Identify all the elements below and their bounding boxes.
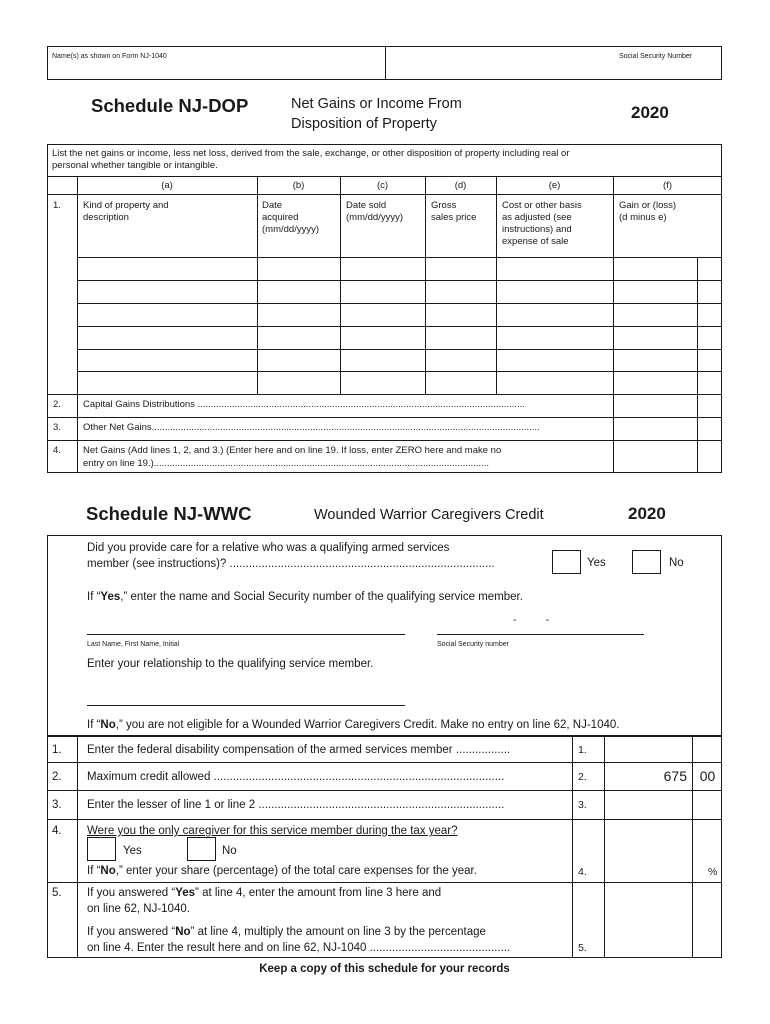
if-no-instruction: [87, 718, 619, 732]
col-d-header-line: Gross: [431, 200, 457, 211]
col-b-header: [262, 200, 319, 236]
line5-no-instruction-cont: on line 4. Enter the result here and on line 62, NJ-1040 ............................................: [87, 942, 511, 954]
wwc-year: 2020: [628, 504, 666, 523]
col-b-header-line: Date: [262, 200, 283, 211]
dop-year: 2020: [631, 103, 669, 122]
dop-line3-number: 3.: [53, 422, 61, 433]
wwc-line4-number: 4.: [52, 825, 62, 837]
wwc-line2-label: Maximum credit allowed ...........................................................................................: [87, 771, 505, 783]
name-field[interactable]: [48, 62, 384, 79]
wwc-line2-number: 2.: [52, 771, 62, 783]
dop-rule: [47, 176, 722, 177]
only-caregiver-no-label: No: [222, 845, 237, 857]
line5-no-instruction: [87, 925, 486, 939]
net-gains-field[interactable]: [614, 441, 697, 472]
credit-amount-field[interactable]: [605, 883, 721, 957]
wwc-line1-number: 1.: [52, 744, 62, 756]
wwc-line1-label: Enter the federal disability compensation of the armed services member .................: [87, 744, 511, 756]
text-run: ,” enter the name and Social Security number of the qualifying service member.: [120, 591, 523, 603]
text-run-bold: No: [175, 926, 191, 938]
text-run-bold: No: [100, 865, 116, 877]
col-f-header-line: Gain or (loss): [619, 200, 677, 211]
dop-line4-label-cont: entry on line 19.)...............................................................................................................................: [83, 458, 489, 469]
text-run: If you answered “: [87, 926, 176, 938]
share-percentage-instruction: [87, 864, 477, 878]
property-entry-row[interactable]: [78, 304, 697, 326]
ssn-field-label: Social Security Number: [619, 53, 693, 60]
dop-cents-rule: [697, 257, 698, 473]
relationship-field[interactable]: [87, 685, 405, 705]
col-c-header-line: (mm/dd/yyyy): [346, 212, 403, 223]
text-run: If “: [87, 865, 101, 877]
wwc-line4-question: Were you the only caregiver for this service member during the tax year?: [87, 825, 458, 837]
col-d-header-line: sales price: [431, 212, 477, 223]
wwc-title: Schedule NJ-WWC: [86, 503, 252, 524]
wwc-col-rule: [572, 736, 573, 958]
dop-line2-number: 2.: [53, 399, 61, 410]
max-credit-cents: 00: [699, 768, 716, 784]
col-c-header-line: Date sold: [346, 200, 387, 211]
property-entry-row[interactable]: [78, 372, 697, 394]
name-field-label: Name(s) as shown on Form NJ-1040: [52, 53, 167, 60]
lesser-amount-field[interactable]: [605, 791, 721, 819]
share-percentage-field[interactable]: [605, 820, 692, 882]
dop-title: Schedule NJ-DOP: [91, 95, 249, 116]
dop-rule: [47, 194, 722, 195]
col-e-header-line: expense of sale: [502, 236, 569, 247]
only-caregiver-yes-checkbox[interactable]: [87, 837, 116, 861]
header-divider: [385, 46, 386, 80]
other-net-gains-field[interactable]: [614, 418, 697, 440]
col-c-header: [346, 200, 403, 224]
wwc-line3-label: Enter the lesser of line 1 or line 2 .............................................................................: [87, 799, 505, 811]
ssn-field-caption: Social Security number: [437, 641, 509, 648]
dop-line1-number: 1.: [53, 200, 61, 211]
wwc-subtitle: Wounded Warrior Caregivers Credit: [314, 507, 544, 523]
dop-subtitle-line1: Net Gains or Income From: [291, 96, 462, 112]
text-run: If you answered “: [87, 887, 176, 899]
ssn-underline: [437, 634, 644, 635]
dop-intro-line1: List the net gains or income, less net loss, derived from the sale, exchange, or other disposition of property including real or: [52, 148, 570, 159]
relationship-underline: [87, 705, 405, 706]
care-yes-label: Yes: [587, 557, 606, 569]
care-no-checkbox[interactable]: [632, 550, 661, 574]
col-d-header: [431, 200, 476, 224]
max-credit-dollars: 675: [663, 768, 687, 784]
wwc-line5-number: 5.: [52, 887, 62, 899]
col-f-header-line: (d minus e): [619, 212, 667, 223]
col-letter-a: (a): [161, 180, 173, 191]
wwc-line1-box-number: 1.: [578, 744, 587, 756]
wwc-rule: [47, 762, 722, 763]
care-yes-checkbox[interactable]: [552, 550, 581, 574]
last-name-label: Last Name, First Name, Initial: [87, 641, 180, 648]
property-entry-row[interactable]: [78, 350, 697, 371]
if-yes-instruction: [87, 590, 523, 604]
ssn-field[interactable]: [387, 62, 721, 79]
col-a-header-line: Kind of property and: [83, 200, 169, 211]
dop-line4-number: 4.: [53, 445, 61, 456]
col-a-header: [83, 200, 169, 224]
text-run: ” at line 4, enter the amount from line 3 here and: [195, 887, 442, 899]
footer-note: Keep a copy of this schedule for your records: [259, 963, 510, 975]
text-run: If “: [87, 719, 101, 731]
disability-compensation-field[interactable]: [605, 737, 721, 762]
service-member-ssn-field[interactable]: [437, 612, 644, 634]
wwc-question-line2: member (see instructions)? ...................................................................................: [87, 558, 495, 570]
dop-subtitle-line2: Disposition of Property: [291, 116, 437, 132]
wwc-line3-number: 3.: [52, 799, 62, 811]
col-letter-c: (c): [376, 180, 389, 191]
dop-intro-line2: personal whether tangible or intangible.: [52, 160, 218, 171]
dop-line3-label: Other Net Gains...................................................................................................................................................: [83, 422, 540, 433]
text-run: ,” you are not eligible for a Wounded Warrior Caregivers Credit. Make no entry on line 62, NJ-1040.: [115, 719, 620, 731]
service-member-name-field[interactable]: [87, 612, 405, 634]
col-e-header-line: as adjusted (see: [502, 212, 572, 223]
col-e-header-line: instructions) and: [502, 224, 572, 235]
col-e-header: [502, 200, 582, 248]
text-run: If “: [87, 591, 101, 603]
property-entry-row[interactable]: [78, 281, 697, 303]
wwc-col-rule: [77, 736, 78, 958]
wwc-line5-box-number: 5.: [578, 942, 587, 954]
wwc-question-line1: Did you provide care for a relative who was a qualifying armed services: [87, 542, 450, 554]
dop-line4-label: Net Gains (Add lines 1, 2, and 3.) (Enter here and on line 19. If loss, enter ZERO here and make no: [83, 445, 502, 456]
col-letter-e: (e): [548, 180, 561, 191]
property-entry-row[interactable]: [78, 258, 697, 280]
col-b-header-line: (mm/dd/yyyy): [262, 224, 319, 235]
col-letter-f: (f): [663, 180, 672, 191]
dop-line2-label: Capital Gains Distributions ............................................................................................................................: [83, 399, 525, 410]
property-entry-row[interactable]: [78, 327, 697, 349]
col-letter-d: (d): [454, 180, 467, 191]
wwc-line4-box-number: 4.: [578, 866, 587, 878]
text-run-bold: No: [100, 719, 116, 731]
wwc-line2-box-number: 2.: [578, 771, 587, 783]
text-run: ,” enter your share (percentage) of the total care expenses for the year.: [115, 865, 477, 877]
only-caregiver-yes-label: Yes: [123, 845, 142, 857]
col-e-header-line: Cost or other basis: [502, 200, 582, 211]
line5-yes-instruction: [87, 886, 441, 900]
name-underline: [87, 634, 405, 635]
care-no-label: No: [669, 557, 684, 569]
text-run: ” at line 4, multiply the amount on line 3 by the percentage: [190, 926, 486, 938]
col-f-header: [619, 200, 676, 224]
capital-gains-distributions-field[interactable]: [614, 395, 697, 417]
text-run-bold: Yes: [100, 591, 121, 603]
percent-sign: %: [708, 866, 718, 878]
only-caregiver-no-checkbox[interactable]: [187, 837, 216, 861]
col-a-header-line: description: [83, 212, 129, 223]
relationship-instruction: Enter your relationship to the qualifying service member.: [87, 658, 374, 670]
text-run-bold: Yes: [175, 887, 196, 899]
wwc-line3-box-number: 3.: [578, 799, 587, 811]
line5-yes-instruction-cont: on line 62, NJ-1040.: [87, 903, 190, 915]
col-letter-b: (b): [292, 180, 305, 191]
ssn-dashes: - -: [513, 614, 550, 626]
col-b-header-line: acquired: [262, 212, 299, 223]
